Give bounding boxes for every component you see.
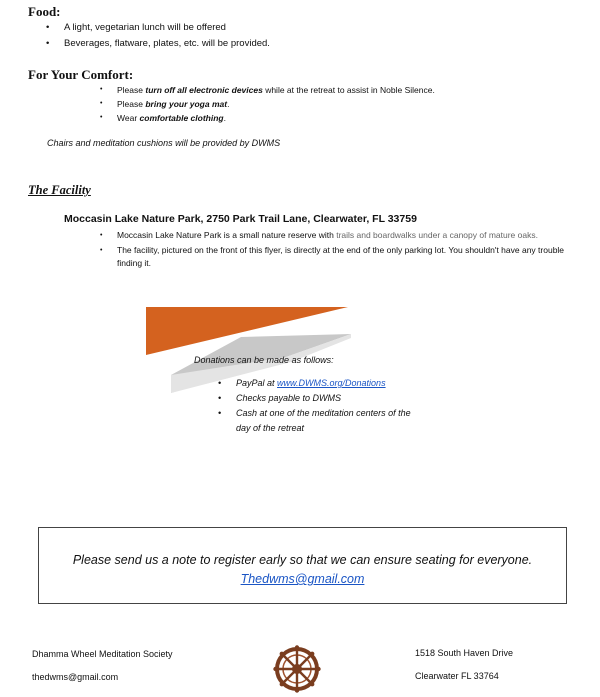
facility-heading: The Facility <box>28 183 91 197</box>
footer-city: Clearwater FL 33764 <box>415 671 499 681</box>
text: . <box>227 99 230 109</box>
footer-street: 1518 South Haven Drive <box>415 648 514 658</box>
list-item: • A light, vegetarian lunch will be offered <box>46 20 270 36</box>
register-email-link[interactable]: Thedwms@gmail.com <box>240 572 365 586</box>
text-gray: trails and boardwalks under a canopy of mature oaks. <box>336 230 538 240</box>
text: Please <box>117 85 146 95</box>
text: Moccasin Lake Nature Park is a small nature reserve with <box>117 230 337 240</box>
chairs-note: Chairs and meditation cushions will be provided by DWMS <box>47 138 281 148</box>
list-item: • Cash at one of the meditation centers of the day of the retreat <box>218 406 418 436</box>
text: PayPal at <box>236 378 278 388</box>
list-item <box>100 111 435 125</box>
text: . <box>223 113 226 123</box>
emphasis: comfortable clothing <box>139 113 224 123</box>
comfort-list <box>100 83 435 125</box>
list-item: • The facility, pictured on the front of this flyer, is directly at the end of the only parking lot. You shouldn't have any trouble finding it. <box>100 244 570 270</box>
text: Please <box>117 99 146 109</box>
text: while at the retreat to assist in Noble Silence. <box>262 85 435 95</box>
emphasis: bring your yoga mat <box>145 99 228 109</box>
footer-org-name: Dhamma Wheel Meditation Society <box>32 649 173 659</box>
comfort-heading: For Your Comfort: <box>28 67 134 82</box>
register-box <box>38 527 567 604</box>
donations-intro: Donations can be made as follows: <box>194 355 334 365</box>
list-item <box>218 376 418 391</box>
list-item <box>100 83 435 97</box>
register-text: Please send us a note to register early so that we can ensure seating for everyone. <box>72 553 533 567</box>
facility-name: Moccasin Lake Nature Park, 2750 Park Trail Lane, Clearwater, FL 33759 <box>64 213 417 225</box>
footer-email: thedwms@gmail.com <box>32 672 119 682</box>
facility-list <box>100 229 570 272</box>
list-item <box>100 97 435 111</box>
list-item: • Checks payable to DWMS <box>218 391 418 406</box>
emphasis: turn off all electronic devices <box>145 85 263 95</box>
food-heading: Food: <box>28 4 61 19</box>
list-item <box>100 229 570 242</box>
donations-link[interactable]: www.DWMS.org/Donations <box>277 378 386 388</box>
donation-list <box>218 376 418 436</box>
text: Wear <box>117 113 140 123</box>
dharma-wheel-icon <box>273 645 321 693</box>
list-item: • Beverages, flatware, plates, etc. will be provided. <box>46 36 270 52</box>
food-list <box>46 20 270 52</box>
